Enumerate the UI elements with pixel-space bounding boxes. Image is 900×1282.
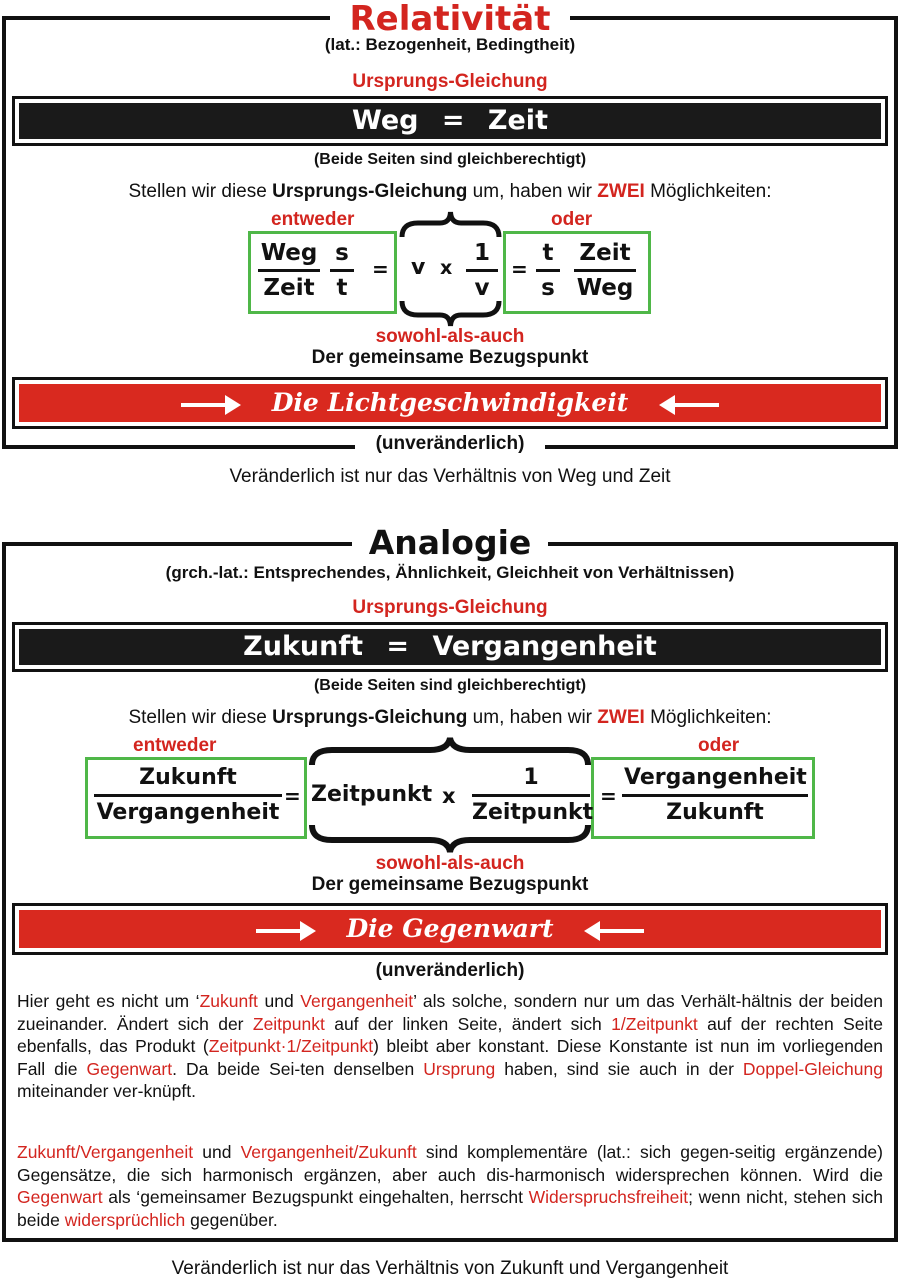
paragraph-text: und bbox=[193, 1142, 241, 1162]
fraction-denominator: Vergangenheit bbox=[96, 800, 280, 825]
sentence-bold: Ursprungs-Gleichung bbox=[272, 181, 468, 202]
sentence-text: Stellen wir diese bbox=[128, 181, 273, 202]
relativitaet-entweder: entweder bbox=[271, 209, 355, 230]
equals-sign: = bbox=[511, 257, 528, 281]
sentence-text: Stellen wir diese bbox=[128, 707, 273, 728]
paragraph-text: ) bleibt aber konstant. Diese Konstante ist nun im vorliegenden Fall die bbox=[17, 1036, 883, 1079]
fraction-zeit-weg bbox=[574, 238, 636, 303]
fraction-weg-zeit bbox=[258, 238, 320, 303]
fraction-numerator: Zukunft bbox=[94, 763, 282, 797]
relativitaet-oder: oder bbox=[551, 209, 593, 230]
equals-sign: = bbox=[372, 257, 389, 281]
fraction-zukunft-vergangenheit bbox=[94, 763, 282, 828]
highlighted-term: Ursprung bbox=[423, 1058, 496, 1079]
relativitaet-origin-label: Ursprungs-Gleichung bbox=[352, 71, 548, 92]
fraction-1-zeitpunkt bbox=[472, 763, 594, 828]
sentence-red: ZWEI bbox=[597, 707, 645, 728]
paragraph-text: auf der linken Seite, ändert sich bbox=[324, 1013, 612, 1034]
equals-sign: = bbox=[600, 784, 617, 808]
fraction-numerator: Zeit bbox=[574, 238, 636, 272]
analogie-reference: Der gemeinsame Bezugspunkt bbox=[311, 874, 589, 895]
relativitaet-origin-equation bbox=[15, 99, 885, 143]
fraction-denominator: Zeit bbox=[263, 275, 315, 301]
sentence-text: Möglichkeiten: bbox=[644, 707, 772, 728]
highlighted-term: Gegenwart bbox=[86, 1058, 173, 1079]
highlighted-term: Gegenwart bbox=[17, 1187, 103, 1208]
paragraph-text: haben, sind sie auch in der bbox=[495, 1058, 743, 1079]
paragraph-text: und bbox=[257, 991, 301, 1011]
paragraph-text: als ‘gemeinsamer Bezugspunkt eingehalten, herrscht bbox=[102, 1187, 529, 1208]
fraction-denominator: Zeitpunkt bbox=[472, 800, 594, 825]
equation-right: Zeit bbox=[487, 105, 548, 136]
analogie-entweder: entweder bbox=[133, 735, 217, 756]
fraction-numerator: t bbox=[536, 238, 560, 272]
analogie-equal-note: (Beide Seiten sind gleichberechtigt) bbox=[313, 677, 587, 694]
relativitaet-subtitle: (lat.: Bezogenheit, Bedingtheit) bbox=[324, 35, 576, 54]
fraction-denominator: Zukunft bbox=[666, 800, 764, 825]
sentence-text: um, haben wir bbox=[467, 707, 598, 728]
paragraph-text: Hier geht es nicht um ‘ bbox=[17, 991, 200, 1011]
relativitaet-title: Relativität bbox=[330, 0, 570, 38]
arrow-right-icon bbox=[256, 929, 312, 933]
fraction-denominator: v bbox=[474, 275, 490, 301]
velocity-symbol: v bbox=[411, 255, 426, 280]
equals-sign: = bbox=[284, 784, 301, 808]
analogie-subtitle: (grch.-lat.: Entsprechendes, Ähnlichkeit, Gleichheit von Verhältnissen) bbox=[165, 563, 735, 582]
paragraph-text: auf der rechten Seite ebenfalls, das Produkt ( bbox=[17, 1013, 884, 1057]
paragraph-text: miteinander ver-knüpft. bbox=[17, 1081, 196, 1102]
highlighted-term: Zukunft/Vergangenheit bbox=[17, 1142, 194, 1162]
highlighted-term: Vergangenheit bbox=[300, 991, 414, 1011]
arrow-left-icon bbox=[588, 929, 644, 933]
highlighted-term: 1/Zeitpunkt bbox=[611, 1013, 698, 1034]
highlighted-term: Zeitpunkt bbox=[252, 1013, 325, 1034]
highlighted-term: widersprüchlich bbox=[64, 1209, 186, 1230]
equation-op: = bbox=[386, 631, 410, 662]
paragraph-text: sind komplementäre (lat.: sich gegen-seitig ergänzende) Gegensätze, die sich harmonisch ergänzen, aber auch dis-harmonisch widersprechen können. Wird die bbox=[17, 1142, 883, 1185]
relativitaet-sentence bbox=[0, 181, 900, 203]
relativitaet-unchangeable: (unveränderlich) bbox=[355, 433, 545, 455]
relativitaet-sowohl: sowohl-als-auch bbox=[375, 326, 525, 347]
analogie-footer: Veränderlich ist nur das Verhältnis von Zukunft und Vergangenheit bbox=[171, 1258, 729, 1279]
relativitaet-top-brace bbox=[398, 209, 503, 239]
times-sign: x bbox=[440, 257, 453, 279]
highlighted-term: Zukunft bbox=[199, 991, 258, 1011]
fraction-t-s bbox=[536, 238, 560, 303]
equation-left: Weg bbox=[352, 105, 419, 136]
fraction-numerator: 1 bbox=[466, 238, 498, 272]
sentence-text: um, haben wir bbox=[467, 181, 598, 202]
arrow-left-icon bbox=[663, 403, 719, 407]
fraction-numerator: s bbox=[330, 238, 354, 272]
analogie-paragraph-1 bbox=[17, 990, 883, 1103]
relativitaet-equal-note: (Beide Seiten sind gleichberechtigt) bbox=[313, 151, 587, 168]
analogie-origin-equation bbox=[15, 625, 885, 669]
paragraph-text: ’ als solche, sondern nur um das Verhält-hältnis der beiden zueinander. Ändert sich der bbox=[17, 991, 883, 1034]
sentence-bold: Ursprungs-Gleichung bbox=[272, 707, 468, 728]
highlighted-term: Doppel-Gleichung bbox=[742, 1058, 883, 1079]
fraction-numerator: 1 bbox=[472, 763, 590, 797]
equation-op: = bbox=[441, 105, 465, 136]
relativitaet-constant-bar bbox=[15, 380, 885, 426]
times-sign: x bbox=[442, 784, 456, 808]
paragraph-text: ; wenn nicht, stehen sich beide bbox=[17, 1187, 883, 1230]
fraction-numerator: Weg bbox=[258, 238, 320, 272]
paragraph-text: . Da beide Sei-ten denselben bbox=[172, 1058, 424, 1079]
sentence-text: Möglichkeiten: bbox=[644, 181, 772, 202]
fraction-denominator: t bbox=[336, 275, 348, 301]
highlighted-term: Vergangenheit/Zukunft bbox=[240, 1142, 417, 1162]
fraction-numerator: Vergangenheit bbox=[622, 763, 808, 797]
analogie-oder: oder bbox=[698, 735, 740, 756]
fraction-vergangenheit-zukunft bbox=[622, 763, 808, 828]
constant-label: Die Gegenwart bbox=[346, 914, 554, 943]
relativitaet-bottom-brace bbox=[398, 299, 503, 329]
analogie-unchangeable: (unveränderlich) bbox=[375, 960, 525, 981]
fraction-s-t bbox=[330, 238, 354, 303]
analogie-title: Analogie bbox=[352, 523, 548, 563]
equation-left: Zukunft bbox=[243, 631, 364, 662]
constant-label: Die Lichtgeschwindigkeit bbox=[271, 388, 629, 417]
sentence-red: ZWEI bbox=[597, 181, 645, 202]
highlighted-term: Widerspruchsfreiheit bbox=[528, 1187, 689, 1208]
relativitaet-footer: Veränderlich ist nur das Verhältnis von Weg und Zeit bbox=[229, 466, 671, 487]
analogie-origin-label: Ursprungs-Gleichung bbox=[352, 597, 548, 618]
zeitpunkt-label: Zeitpunkt bbox=[311, 782, 433, 807]
fraction-1-v bbox=[466, 238, 498, 303]
paragraph-text: gegenüber. bbox=[185, 1209, 278, 1230]
analogie-constant-bar bbox=[15, 906, 885, 952]
analogie-sentence bbox=[0, 707, 900, 729]
relativitaet-reference: Der gemeinsame Bezugspunkt bbox=[311, 347, 589, 368]
fraction-denominator: Weg bbox=[576, 275, 634, 301]
highlighted-term: Zeitpunkt·1/Zeitpunkt bbox=[208, 1036, 374, 1057]
equation-right: Vergangenheit bbox=[432, 631, 657, 662]
fraction-denominator: s bbox=[541, 275, 555, 301]
analogie-paragraph-2 bbox=[17, 1141, 883, 1231]
analogie-sowohl: sowohl-als-auch bbox=[375, 853, 525, 874]
arrow-right-icon bbox=[181, 403, 237, 407]
